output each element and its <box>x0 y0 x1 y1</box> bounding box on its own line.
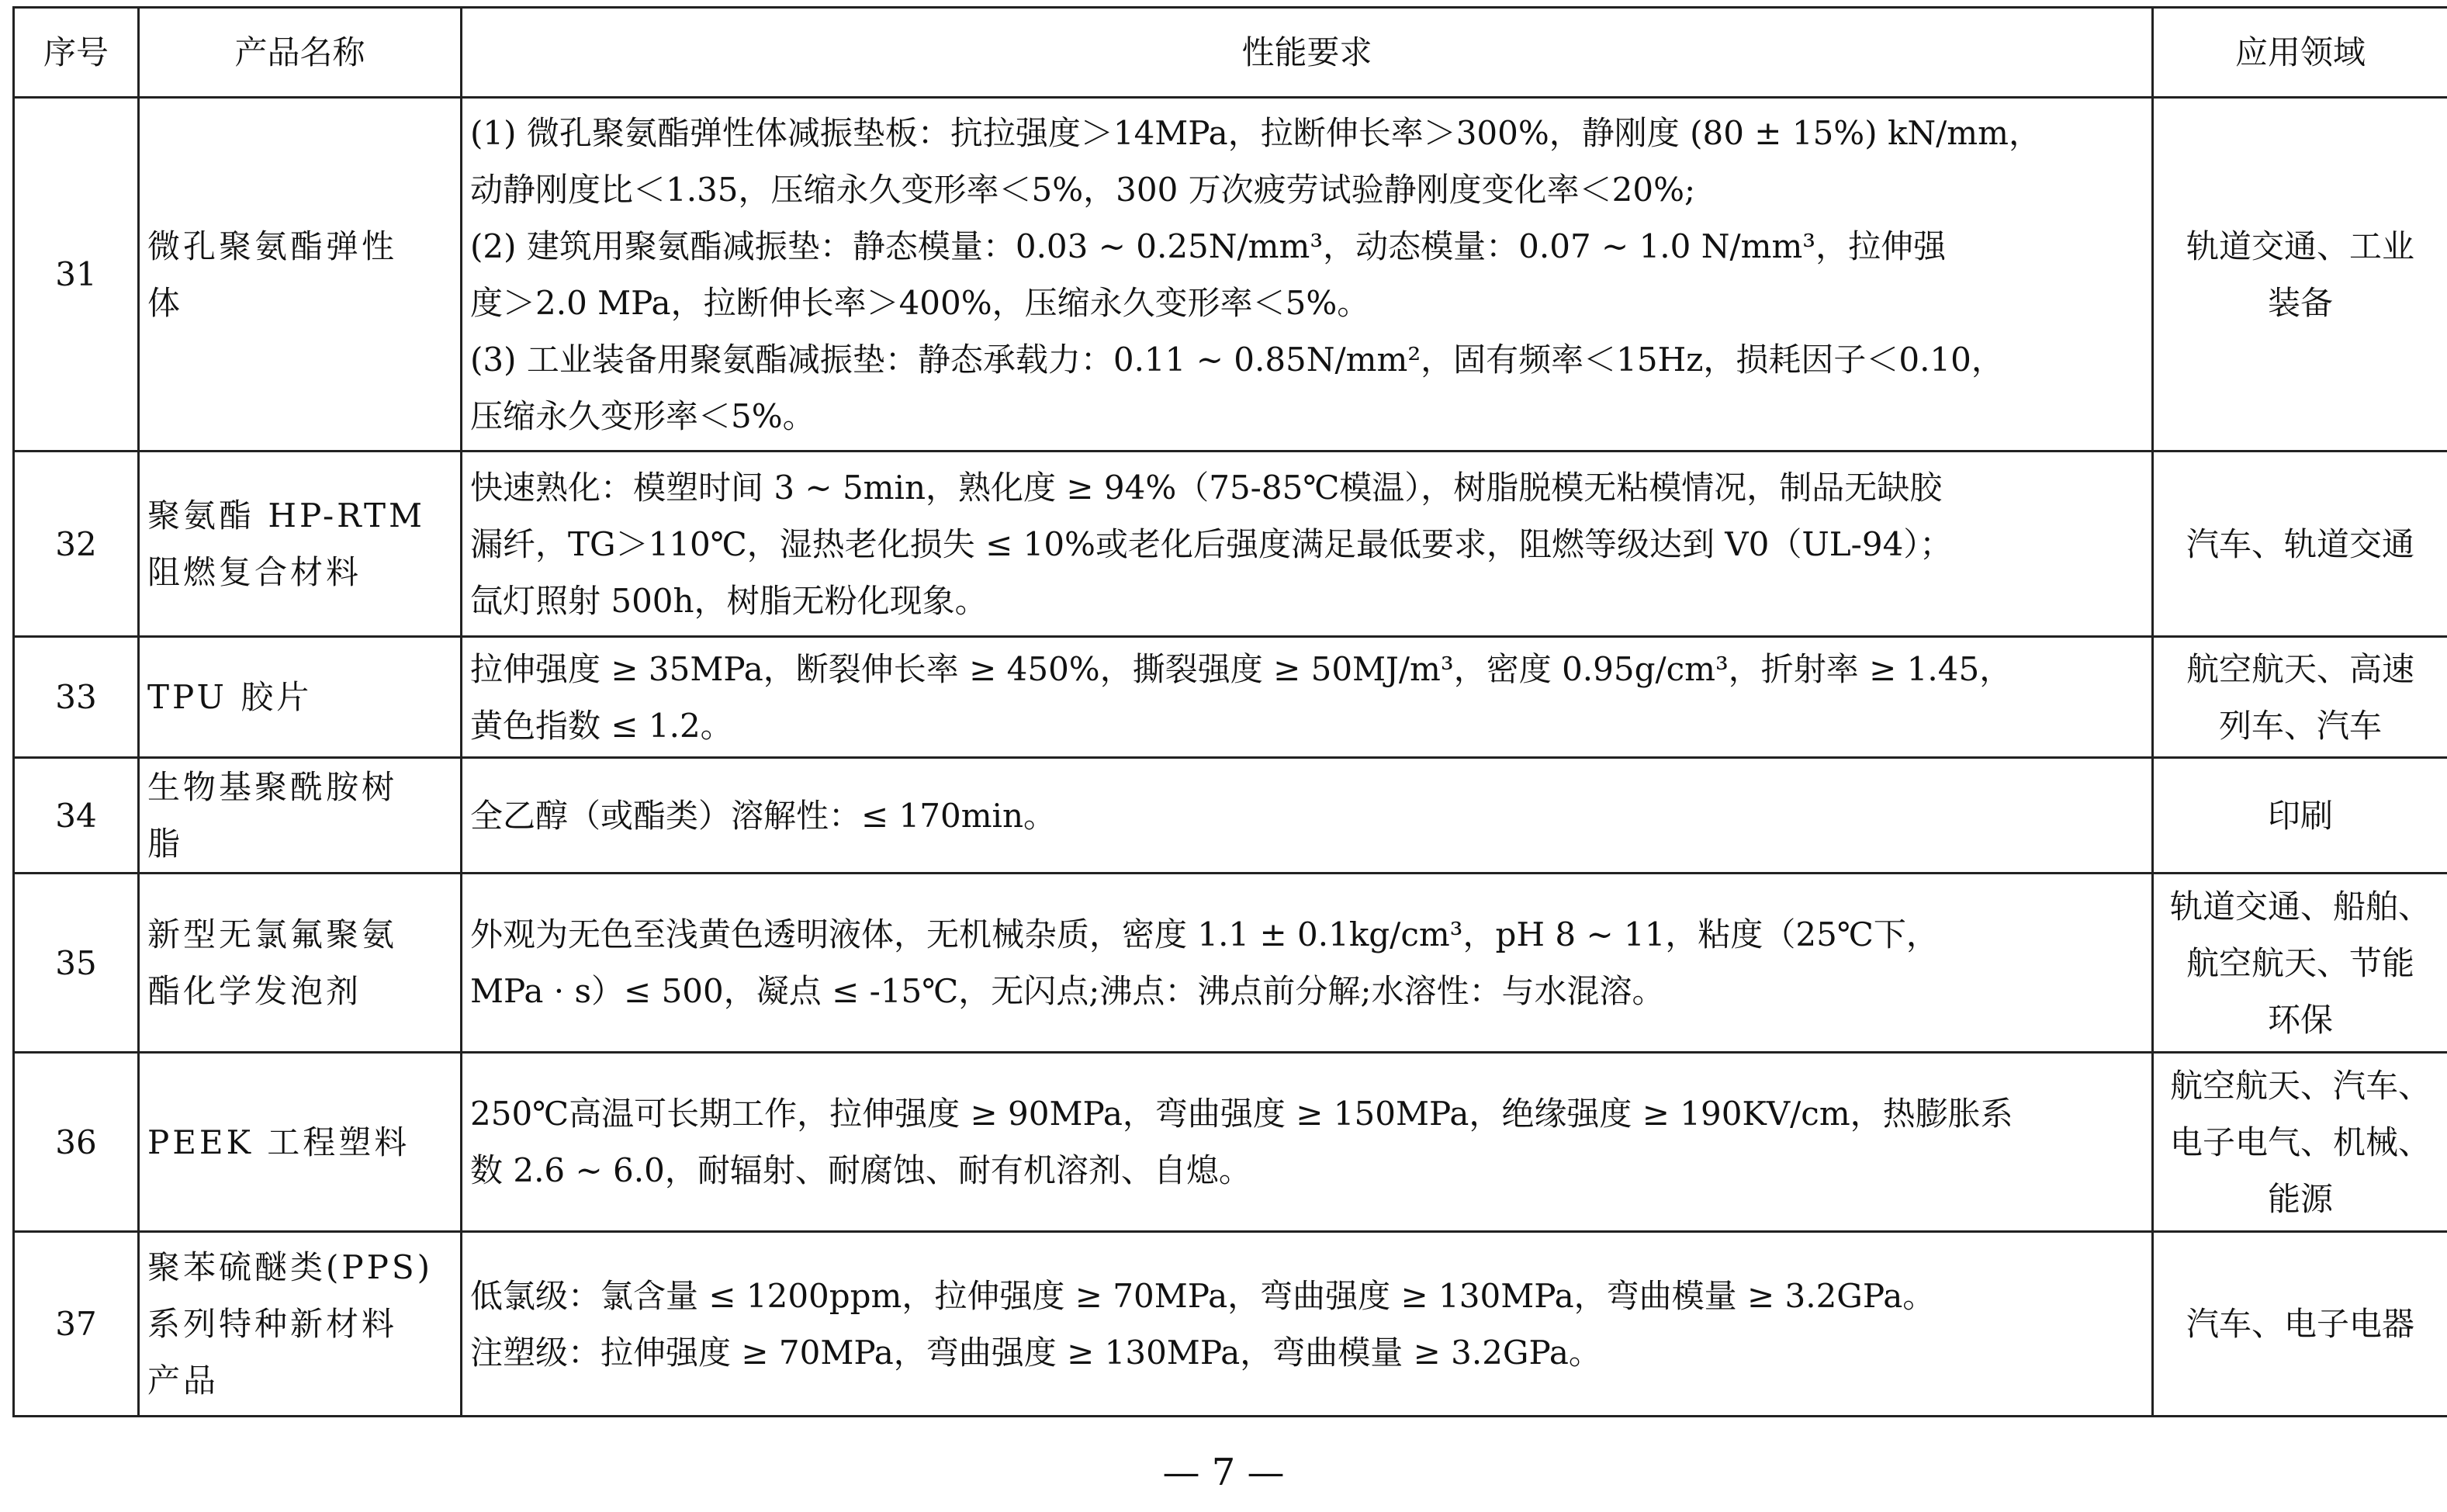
cell-product-name-line: PEEK 工程塑料 <box>147 1123 410 1161</box>
cell-application-line: 航空航天、汽车、 <box>2169 1066 2431 1105</box>
cell-requirements-line: 动静刚度比＜1.35，压缩永久变形率＜5%，300 万次疲劳试验静刚度变化率＜20%; <box>470 170 1696 209</box>
cell-product-name <box>139 98 462 452</box>
cell-requirements-line: 度＞2.0 MPa，拉断伸长率＞400%，压缩永久变形率＜5%。 <box>470 283 1370 322</box>
cell-product-name-line: 微孔聚氨酯弹性 <box>147 227 398 265</box>
cell-application-line: 电子电气、机械、 <box>2169 1123 2431 1161</box>
table-row <box>14 1053 2447 1232</box>
cell-no: 33 <box>14 637 139 758</box>
table-row <box>14 452 2447 637</box>
cell-requirements-line: MPa · s）≤ 500，凝点 ≤ -15℃，无闪点;沸点：沸点前分解;水溶性：与水混溶。 <box>470 972 1665 1010</box>
cell-no: 32 <box>14 452 139 637</box>
cell-application <box>2153 758 2447 874</box>
cell-product-name-line: 产品 <box>147 1361 220 1400</box>
cell-requirements-line: 注塑级：拉伸强度 ≥ 70MPa，弯曲强度 ≥ 130MPa，弯曲模量 ≥ 3.2GPa。 <box>470 1333 1601 1372</box>
cell-application <box>2153 98 2447 452</box>
cell-application <box>2153 874 2447 1053</box>
cell-requirements-line: 250℃高温可长期工作，拉伸强度 ≥ 90MPa，弯曲强度 ≥ 150MPa，绝缘强度 ≥ 190KV/cm，热膨胀系 <box>470 1095 2013 1133</box>
cell-product-name-line: 聚苯硫醚类(PPS) <box>147 1248 434 1286</box>
cell-product-name-line: 阻燃复合材料 <box>147 553 362 591</box>
cell-no: 37 <box>14 1232 139 1417</box>
cell-application-line: 能源 <box>2267 1179 2333 1218</box>
cell-product-name <box>139 452 462 637</box>
cell-application <box>2153 452 2447 637</box>
table-header-row <box>14 8 2447 98</box>
cell-application <box>2153 1232 2447 1417</box>
cell-application-line: 列车、汽车 <box>2218 706 2382 745</box>
cell-product-name-line: 聚氨酯 HP-RTM <box>147 497 426 535</box>
cell-application <box>2153 637 2447 758</box>
cell-application <box>2153 1053 2447 1232</box>
cell-product-name-line: 脂 <box>147 825 184 863</box>
cell-no: 36 <box>14 1053 139 1232</box>
cell-requirements-line: 全乙醇（或酯类）溶解性：≤ 170min。 <box>470 796 1057 835</box>
table-row <box>14 874 2447 1053</box>
header-application: 应用领域 <box>2153 8 2447 98</box>
cell-product-name-line: 体 <box>147 283 184 322</box>
header-requirements: 性能要求 <box>462 8 2153 98</box>
cell-product-name-line: 新型无氯氟聚氨 <box>147 915 398 953</box>
cell-requirements-line: 外观为无色至浅黄色透明液体，无机械杂质，密度 1.1 ± 0.1kg/cm³，pH 8 ~ 11，粘度（25℃下， <box>470 915 1939 953</box>
cell-application-line: 环保 <box>2267 1000 2333 1039</box>
cell-requirements-line: 数 2.6 ~ 6.0，耐辐射、耐腐蚀、耐有机溶剂、自熄。 <box>470 1151 1251 1189</box>
cell-application-line: 航空航天、高速 <box>2186 649 2414 688</box>
cell-requirements <box>462 98 2153 452</box>
page-number: — 7 — <box>1162 1451 1285 1494</box>
cell-no: 35 <box>14 874 139 1053</box>
cell-product-name-line: TPU 胶片 <box>147 678 313 716</box>
cell-application-line: 航空航天、节能 <box>2186 943 2414 982</box>
cell-requirements-line: (1) 微孔聚氨酯弹性体减振垫板：抗拉强度＞14MPa，拉断伸长率＞300%，静刚度 (80 ± 15%) kN/mm， <box>470 113 2041 152</box>
cell-requirements-line: 漏纤，TG＞110℃，湿热老化损失 ≤ 10%或老化后强度满足最低要求，阻燃等级达到 V0（UL-94）； <box>470 524 1953 563</box>
table-row <box>14 1232 2447 1417</box>
cell-product-name <box>139 1232 462 1417</box>
cell-application-line: 印刷 <box>2267 796 2333 835</box>
cell-requirements <box>462 758 2153 874</box>
cell-requirements-line: 低氯级：氯含量 ≤ 1200ppm，拉伸强度 ≥ 70MPa，弯曲强度 ≥ 130MPa，弯曲模量 ≥ 3.2GPa。 <box>470 1276 1936 1315</box>
cell-requirements-line: 氙灯照射 500h，树脂无粉化现象。 <box>470 581 988 620</box>
cell-requirements-line: (2) 建筑用聚氨酯减振垫：静态模量：0.03 ~ 0.25N/mm³，动态模量：0.07 ~ 1.0 N/mm³，拉伸强 <box>470 227 1947 265</box>
cell-requirements <box>462 637 2153 758</box>
cell-product-name-line: 生物基聚酰胺树 <box>147 768 398 806</box>
table-row <box>14 98 2447 452</box>
cell-product-name-line: 系列特种新材料 <box>147 1305 398 1343</box>
cell-requirements <box>462 452 2153 637</box>
cell-product-name <box>139 1053 462 1232</box>
cell-requirements-line: 拉伸强度 ≥ 35MPa，断裂伸长率 ≥ 450%，撕裂强度 ≥ 50MJ/m³，密度 0.95g/cm³，折射率 ≥ 1.45， <box>470 649 2013 688</box>
table-row <box>14 758 2447 874</box>
cell-application-line: 轨道交通、船舶、 <box>2169 887 2431 926</box>
cell-application-line: 装备 <box>2267 283 2333 322</box>
cell-application-line: 汽车、电子电器 <box>2186 1305 2414 1343</box>
cell-application-line: 轨道交通、工业 <box>2186 227 2414 265</box>
cell-requirements <box>462 874 2153 1053</box>
product-requirements-table <box>12 6 2447 1417</box>
cell-application-line: 汽车、轨道交通 <box>2186 524 2414 563</box>
cell-product-name <box>139 637 462 758</box>
cell-no: 34 <box>14 758 139 874</box>
cell-no: 31 <box>14 98 139 452</box>
header-no: 序号 <box>14 8 139 98</box>
cell-product-name <box>139 758 462 874</box>
cell-requirements-line: 快速熟化：模塑时间 3 ~ 5min，熟化度 ≥ 94%（75-85℃模温），树脂脱模无粘模情况，制品无缺胶 <box>470 468 1943 507</box>
cell-requirements <box>462 1053 2153 1232</box>
cell-requirements <box>462 1232 2153 1417</box>
cell-product-name <box>139 874 462 1053</box>
cell-requirements-line: (3) 工业装备用聚氨酯减振垫：静态承载力：0.11 ~ 0.85N/mm²，固有频率＜15Hz，损耗因子＜0.10， <box>470 340 2004 379</box>
table-row <box>14 637 2447 758</box>
cell-product-name-line: 酯化学发泡剂 <box>147 972 362 1010</box>
header-name: 产品名称 <box>139 8 462 98</box>
cell-requirements-line: 黄色指数 ≤ 1.2。 <box>470 706 733 745</box>
cell-requirements-line: 压缩永久变形率＜5%。 <box>470 396 815 435</box>
